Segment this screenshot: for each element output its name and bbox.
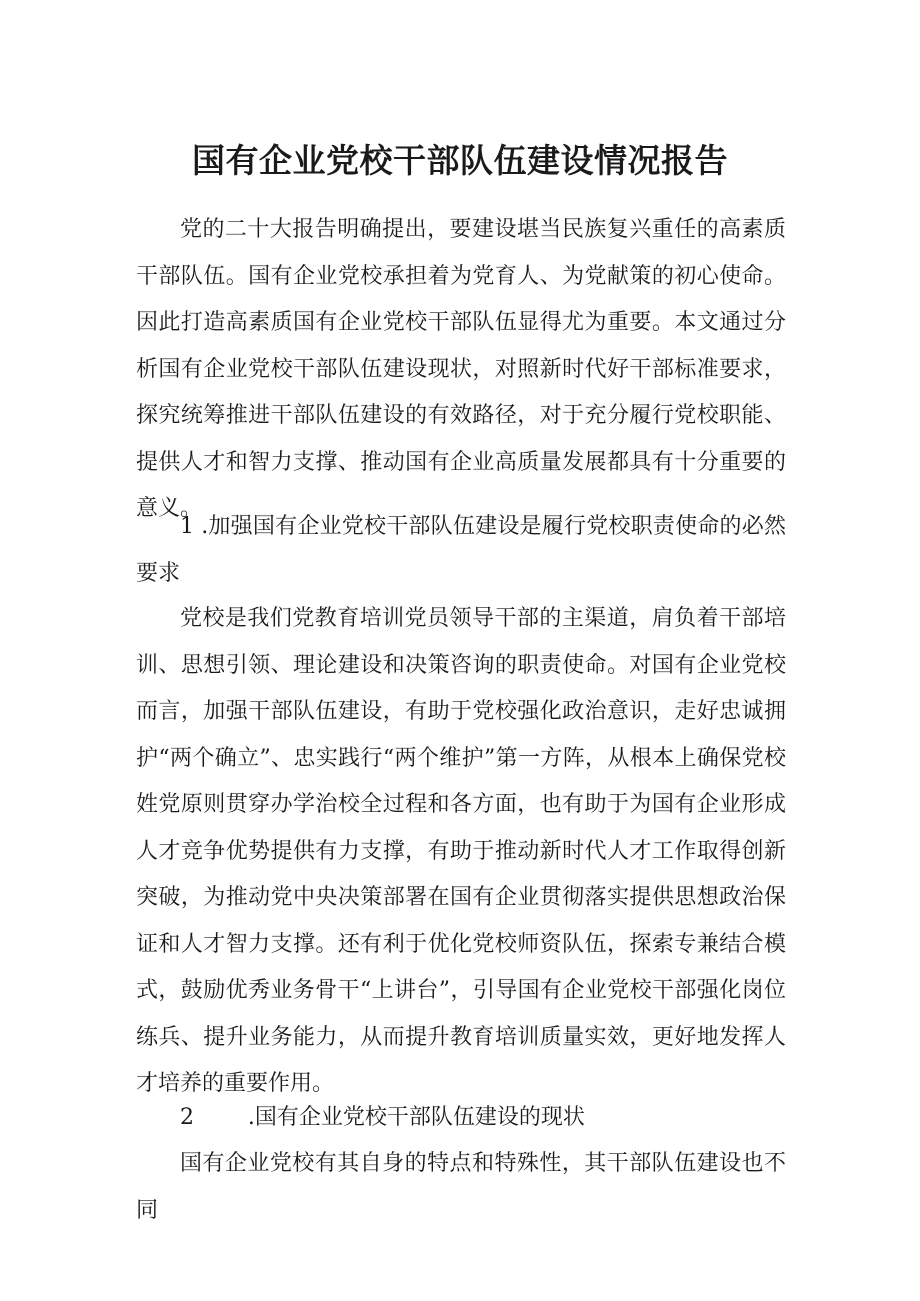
section-heading-1: 1 .加强国有企业党校干部队伍建设是履行党校职责使命的必然要求 xyxy=(136,514,786,586)
paragraph-intro: 党的二十大报告明确提出，要建设堪当民族复兴重任的高素质干部队伍。国有企业党校承担着为党育人、为党献策的初心使命。因此打造高素质国有企业党校干部队伍显得尤为重要。本文通过分析国有企业党校干部队伍建设现状，对照新时代好干部标准要求，探究统筹推进干部队伍建设的有效路径，对于充分履行党校职能、提供人才和智力支撑、推动国有企业高质量发展都具有十分重要的意义。 xyxy=(136,217,786,521)
paragraph-section-2: 国有企业党校有其自身的特点和特殊性，其干部队伍建设也不同 xyxy=(136,1151,786,1223)
paragraph-section-1: 党校是我们党教育培训党员领导干部的主渠道，肩负着干部培训、思想引领、理论建设和决策咨询的职责使命。对国有企业党校而言，加强干部队伍建设，有助于党校强化政治意识，走好忠诚拥护“两个确立”、忠实践行“两个维护”第一方阵，从根本上确保党校姓党原则贯穿办学治校全过程和各方面，也有助于为国有企业形成人才竞争优势提供有力支撑，有助于推动新时代人才工作取得创新突破，为推动党中央决策部署在国有企业贯彻落实提供思想政治保证和人才智力支撑。还有利于优化党校师资队伍，探索专兼结合模式，鼓励优秀业务骨干“上讲台”，引导国有企业党校干部强化岗位练兵、提升业务能力，从而提升教育培训质量实效，更好地发挥人才培养的重要作用。 xyxy=(136,606,786,1096)
section-heading-2: 2 .国有企业党校干部队伍建设的现状 xyxy=(180,1105,585,1130)
document-title: 国有企业党校干部队伍建设情况报告 xyxy=(192,141,728,181)
